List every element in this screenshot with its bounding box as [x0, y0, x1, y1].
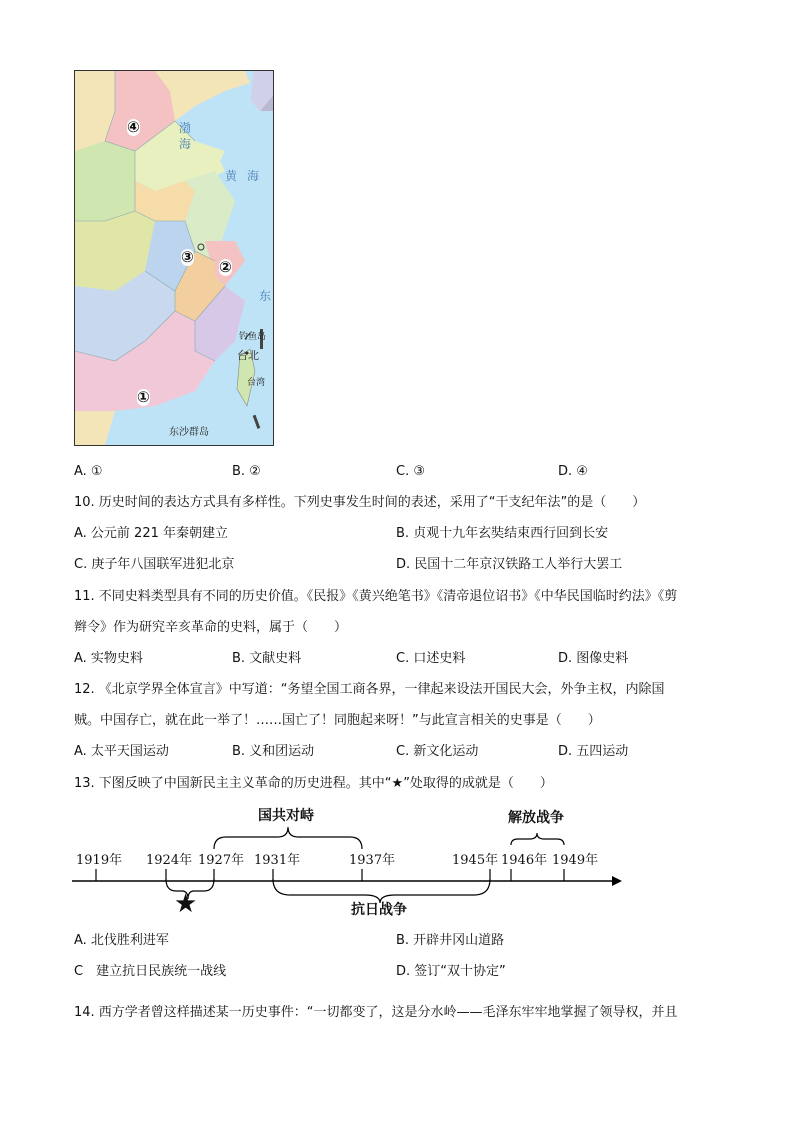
q13-option-b[interactable]: B. 开辟井冈山道路	[396, 933, 505, 948]
timeline-year-1949: 1949年	[552, 853, 599, 868]
timeline-label-gcdz: 国共对峙	[258, 808, 314, 824]
q12-stem-line2: 贼。中国存亡，就在此一举了！……国亡了！同胞起来呀！”与此宣言相关的史事是（ ）	[74, 713, 601, 728]
q12-option-d[interactable]: D. 五四运动	[558, 744, 629, 759]
q9-option-a[interactable]: A. ①	[74, 464, 103, 479]
q12-option-c[interactable]: C. 新文化运动	[396, 744, 479, 759]
q13-stem: 13. 下图反映了中国新民主主义革命的历史进程。其中“★”处取得的成就是（ ）	[74, 776, 553, 791]
timeline-year-1937: 1937年	[349, 853, 396, 868]
timeline-year-1927: 1927年	[198, 853, 245, 868]
china-east-map	[74, 70, 274, 446]
map-label-yellow-sea-2: 海	[247, 169, 260, 183]
map-label-diaoyu: 钓鱼岛	[239, 332, 267, 342]
q11-option-c[interactable]: C. 口述史料	[396, 651, 466, 666]
map-label-bohai-2: 海	[179, 137, 192, 151]
map-label-taiwan: 台湾	[247, 378, 266, 388]
timeline-label-krzz: 抗日战争	[351, 902, 407, 918]
q9-option-d[interactable]: D. ④	[558, 464, 588, 479]
timeline-year-1946: 1946年	[501, 853, 548, 868]
q9-option-c[interactable]: C. ③	[396, 464, 425, 479]
q11-option-d[interactable]: D. 图像史料	[558, 651, 629, 666]
map-marker-4: ④	[127, 118, 140, 136]
q10-option-c[interactable]: C. 庚子年八国联军进犯北京	[74, 557, 235, 572]
map-marker-1: ①	[137, 388, 150, 406]
map-marker-3: ③	[181, 248, 194, 266]
q10-option-a[interactable]: A. 公元前 221 年秦朝建立	[74, 526, 229, 541]
map-label-yellow-sea-1: 黄	[225, 169, 238, 183]
q11-stem-line2: 辫令》作为研究辛亥革命的史料，属于（ ）	[74, 620, 348, 635]
q13-option-a[interactable]: A. 北伐胜利进军	[74, 933, 169, 948]
timeline-year-1924: 1924年	[146, 853, 193, 868]
q9-option-b[interactable]: B. ②	[232, 464, 261, 479]
map-label-taibei: 台北	[237, 349, 259, 362]
map-label-bohai: 渤	[179, 121, 192, 135]
q11-option-b[interactable]: B. 文献史料	[232, 651, 302, 666]
timeline-year-1919: 1919年	[76, 853, 123, 868]
q14-stem: 14. 西方学者曾这样描述某一历史事件：“一切都变了，这是分水岭——毛泽东牢牢地掌握了领导权，并且	[74, 1005, 678, 1020]
q13-option-d[interactable]: D. 签订“双十协定”	[396, 964, 506, 979]
q12-stem-line1: 12. 《北京学界全体宣言》中写道：“务望全国工商各界，一律起来设法开国民大会，外争主权，内除国	[74, 682, 665, 697]
q10-stem: 10. 历史时间的表达方式具有多样性。下列史事发生时间的表述，采用了“干支纪年法”的是（ ）	[74, 495, 646, 510]
map-label-dongsha: 东沙群岛	[169, 427, 209, 438]
q13-timeline	[0, 795, 794, 925]
q10-option-d[interactable]: D. 民国十二年京汉铁路工人举行大罢工	[396, 557, 623, 572]
q12-option-b[interactable]: B. 义和团运动	[232, 744, 315, 759]
map-label-east-sea: 东	[259, 289, 272, 303]
q12-option-a[interactable]: A. 太平天国运动	[74, 744, 169, 759]
timeline-year-1945: 1945年	[452, 853, 499, 868]
q10-option-b[interactable]: B. 贞观十九年玄奘结束西行回到长安	[396, 526, 609, 541]
timeline-star-icon: ★	[174, 889, 198, 919]
map-marker-2: ②	[219, 258, 232, 276]
q13-option-c[interactable]: C 建立抗日民族统一战线	[74, 964, 227, 979]
timeline-label-jfzz: 解放战争	[508, 810, 564, 826]
q11-option-a[interactable]: A. 实物史料	[74, 651, 143, 666]
q11-stem-line1: 11. 不同史料类型具有不同的历史价值。《民报》《黄兴绝笔书》《清帝退位诏书》《中华民国临时约法》《剪	[74, 589, 678, 604]
map-graphic	[75, 71, 273, 445]
timeline-year-1931: 1931年	[254, 853, 301, 868]
